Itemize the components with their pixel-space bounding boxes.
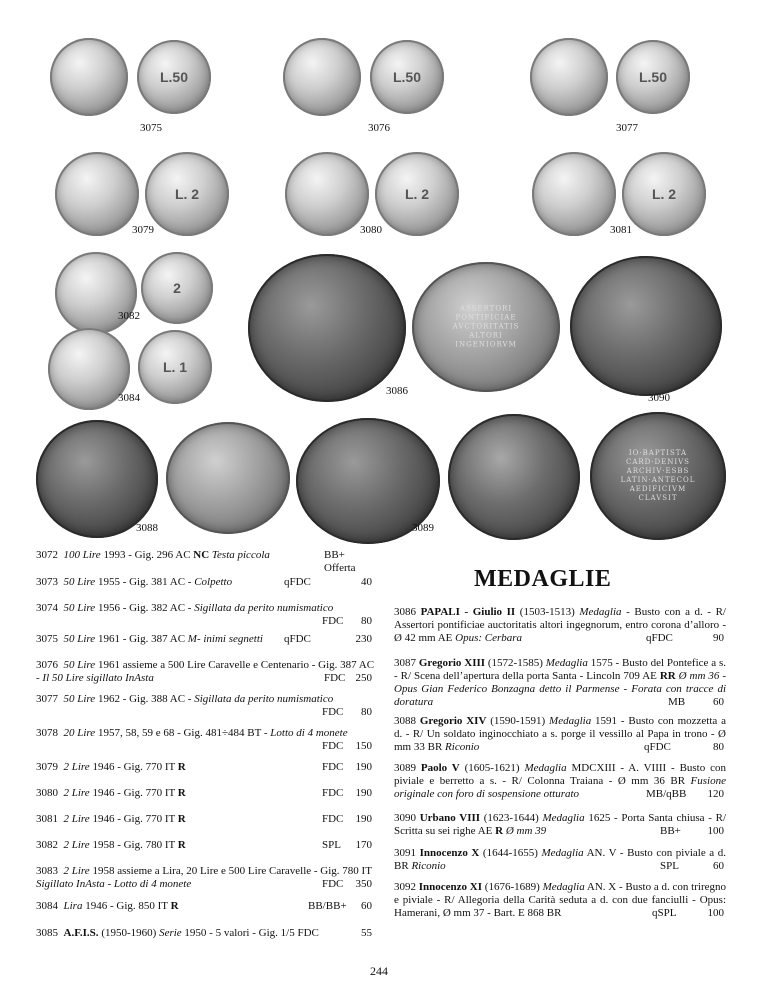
lot-3092: 3092 Innocenzo XI (1676-1689) Medaglia AN. X - Busto a d. con triregno e piviale - R/ Allegoria della Carità seduta a d. con due fanciulli - Opus: Hamerani, Ø mm 37 - Bart. E 868 BR qSPL 100 [394, 881, 726, 919]
coin-mark: L. 2 [404, 186, 430, 202]
lot-3079: 3079 2 Lire 1946 - Gig. 770 IT R FDC 190 [36, 761, 372, 773]
medal-3089-column [448, 414, 580, 540]
coin-3077-obverse [530, 38, 608, 116]
coin-mark: L.50 [392, 69, 422, 85]
coin-mark: L. 2 [651, 186, 677, 202]
lot-3090: 3090 Urbano VIII (1623-1644) Medaglia 1625 - Porta Santa chiusa - R/ Scritta su sei righe AE R Ø mm 39 BB+ 100 [394, 812, 726, 837]
medal-3086-reverse [412, 262, 560, 392]
lot-label-3077: 3077 [616, 122, 638, 134]
lot-label-3086: 3086 [386, 385, 408, 397]
lot-3083: 3083 2 Lire 1958 assieme a Lira, 20 Lire e 500 Lire Caravelle - Gig. 780 IT Sigillato InAsta - Lotto di 4 monete FDC 350 [36, 865, 372, 890]
coin-3079-obverse [55, 152, 139, 236]
lot-3089: 3089 Paolo V (1605-1621) Medaglia MDCXIII - A. VIIII - Busto con piviale e berretto a s. - R/ Colonna Traiana - Ø mm 36 BR Fusione originale con foro di sospensione otturato MB/qBB 120 [394, 762, 726, 800]
lot-label-3082: 3082 [118, 310, 140, 322]
lot-3084: 3084 Lira 1946 - Gig. 850 IT R BB/BB+ 60 [36, 900, 372, 912]
lot-3073: 3073 50 Lire 1955 - Gig. 381 AC - Colpetto qFDC 40 [36, 576, 372, 588]
coin-3081-reverse [622, 152, 706, 236]
lot-3085: 3085 A.F.I.S. (1950-1960) Serie 1950 - 5 valori - Gig. 1/5 FDC 55 [36, 927, 372, 939]
coin-3084-reverse [138, 330, 212, 404]
coin-3081-obverse [532, 152, 616, 236]
medal-inscription: IO·BAPTISTA CARD·DENIVS ARCHIV·ESBS LATIN·ANTECOL AEDIFICIVM CLAVSIT [620, 449, 696, 502]
coin-3075-obverse [50, 38, 128, 116]
lot-label-3080: 3080 [360, 224, 382, 236]
lot-3081: 3081 2 Lire 1946 - Gig. 770 IT R FDC 190 [36, 813, 372, 825]
lot-3074: 3074 50 Lire 1956 - Gig. 382 AC - Sigillata da perito numismatico FDC 80 [36, 602, 372, 627]
coin-3080-reverse [375, 152, 459, 236]
lot-3078: 3078 20 Lire 1957, 58, 59 e 68 - Gig. 481÷484 BT - Lotto di 4 monete FDC 150 [36, 727, 372, 752]
coin-mark: L. 2 [174, 186, 200, 202]
medal-3086-obverse [248, 254, 406, 402]
coin-3080-obverse [285, 152, 369, 236]
lot-3091: 3091 Innocenzo X (1644-1655) Medaglia AN. V - Busto con piviale a d. BR Riconio SPL 60 [394, 847, 726, 872]
medal-3088-reverse [166, 422, 290, 534]
coin-3082-reverse [141, 252, 213, 324]
lot-label-3076: 3076 [368, 122, 390, 134]
lot-3077: 3077 50 Lire 1962 - Gig. 388 AC - Sigillata da perito numismatico FDC 80 [36, 693, 372, 718]
lot-label-3079: 3079 [132, 224, 154, 236]
lot-3088: 3088 Gregorio XIV (1590-1591) Medaglia 1591 - Busto con mozzetta a d. - R/ Un soldato inginocchiato a s. porge il vessillo al Papa in trono - Ø mm 33 BR Riconio qFDC 80 [394, 715, 726, 753]
coin-3076-reverse [370, 40, 444, 114]
coin-3077-reverse [616, 40, 690, 114]
lot-3087: 3087 Gregorio XIII (1572-1585) Medaglia 1575 - Busto del Pontefice a s. - R/ Scena dell’apertura della porta Santa - Lincoln 709 AE RR Ø mm 36 - Opus Gian Federico Bonzagna detto il Parmense - Forata con tracce di doratura MB 60 [394, 657, 726, 708]
lot-label-3081: 3081 [610, 224, 632, 236]
lot-label-3075: 3075 [140, 122, 162, 134]
coin-3079-reverse [145, 152, 229, 236]
medal-3088-obverse [36, 420, 158, 538]
medal-3089-reverse [590, 412, 726, 540]
coin-mark: 2 [173, 280, 181, 296]
lot-label-3084: 3084 [118, 392, 140, 404]
coin-mark: L. 1 [162, 359, 188, 375]
coin-3076-obverse [283, 38, 361, 116]
page-number: 244 [370, 964, 388, 978]
lot-label-3089: 3089 [412, 522, 434, 534]
lot-3080: 3080 2 Lire 1946 - Gig. 770 IT R FDC 190 [36, 787, 372, 799]
coin-mark: L.50 [638, 69, 668, 85]
lot-3082: 3082 2 Lire 1958 - Gig. 780 IT R SPL 170 [36, 839, 372, 851]
lot-3075: 3075 50 Lire 1961 - Gig. 387 AC M- inimi segnetti qFDC 230 [36, 633, 372, 645]
coin-mark: L.50 [159, 69, 189, 85]
medal-inscription: ASSERTORI PONTIFICIAE AVCTORITATIS ALTORI INGENIORVM [452, 304, 520, 349]
lot-3086: 3086 PAPALI - Giulio II (1503-1513) Medaglia - Busto con a d. - R/ Assertori pontificiae auctoritatis altori ingegnorum, entro corona d’alloro - Ø 42 mm AE Opus: Cerbara qFDC 90 [394, 606, 726, 644]
lot-label-3088: 3088 [136, 522, 158, 534]
coin-3075-reverse [137, 40, 211, 114]
section-title: MEDAGLIE [474, 566, 612, 592]
lot-3076: 3076 50 Lire 1961 assieme a 500 Lire Caravelle e Centenario - Gig. 387 AC - Il 50 Lire sigillato InAsta FDC 250 [36, 659, 375, 684]
lot-label-3090: 3090 [648, 392, 670, 404]
medal-3090 [570, 256, 722, 396]
lot-3072: 3072 100 Lire 1993 - Gig. 296 AC NC Testa piccola BB+ Offerta [36, 549, 356, 574]
